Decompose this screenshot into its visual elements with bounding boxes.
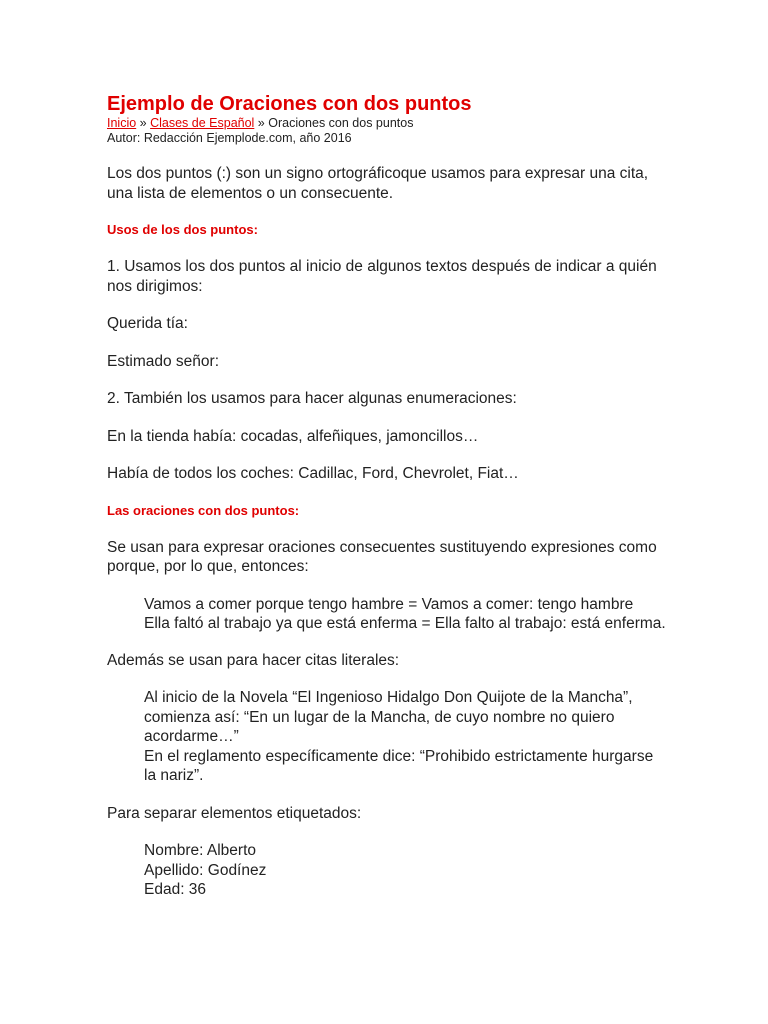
breadcrumb-separator: » [136,116,151,130]
label-edad: Edad: 36 [144,881,207,898]
breadcrumb-current: Oraciones con dos puntos [268,116,414,130]
etiquetados-examples [144,841,667,900]
intro-paragraph: Los dos puntos (:) son un signo ortográficoque usamos para expresar una cita, una lista de elementos o un consecuente. [107,165,649,202]
paragraph-uso-2: 2. También los usamos para hacer algunas enumeraciones: [107,390,517,407]
breadcrumb-home-link[interactable]: Inicio [107,116,137,130]
breadcrumb-separator: » [254,116,269,130]
paragraph-uso-1: 1. Usamos los dos puntos al inicio de algunos textos después de indicar a quién nos dirigimos: [107,258,657,295]
document-page [107,92,667,900]
paragraph-consecuentes: Se usan para expresar oraciones consecuentes sustituyendo expresiones como porque, por lo que, entonces: [107,538,657,575]
author-line: Autor: Redacción Ejemplode.com, año 2016 [107,131,352,145]
example-querida: Querida tía: [107,315,188,332]
quote-quijote: Al inicio de la Novela “El Ingenioso Hidalgo Don Quijote de la Mancha”, comienza así: “En un lugar de la Mancha, de cuyo nombre no quiero acordarme…” [144,689,633,745]
example-tienda: En la tienda había: cocadas, alfeñiques, jamoncillos… [107,427,479,445]
paragraph-citas: Además se usan para hacer citas literales: [107,651,400,669]
page-title: Ejemplo de Oraciones con dos puntos [107,93,472,115]
label-nombre: Nombre: Alberto [144,842,256,859]
breadcrumb-category-link[interactable]: Clases de Español [150,116,255,130]
section-heading-oraciones: Las oraciones con dos puntos: [107,502,300,518]
quote-reglamento: En el reglamento específicamente dice: “Prohibido estrictamente hurgarse la nariz”. [144,747,654,784]
label-apellido: Apellido: Godínez [144,861,267,879]
example-estimado: Estimado señor: [107,352,219,370]
breadcrumb [107,116,667,131]
example-trabajo: Ella faltó al trabajo ya que está enferma = Ella falto al trabajo: está enferma. [144,615,666,632]
example-comer: Vamos a comer porque tengo hambre = Vamos a comer: tengo hambre [144,595,634,613]
section-heading-usos: Usos de los dos puntos: [107,222,258,237]
paragraph-etiquetados: Para separar elementos etiquetados: [107,804,362,822]
citas-examples [144,688,667,786]
consecuentes-examples [144,595,667,634]
example-coches: Había de todos los coches: Cadillac, Ford, Chevrolet, Fiat… [107,465,519,482]
